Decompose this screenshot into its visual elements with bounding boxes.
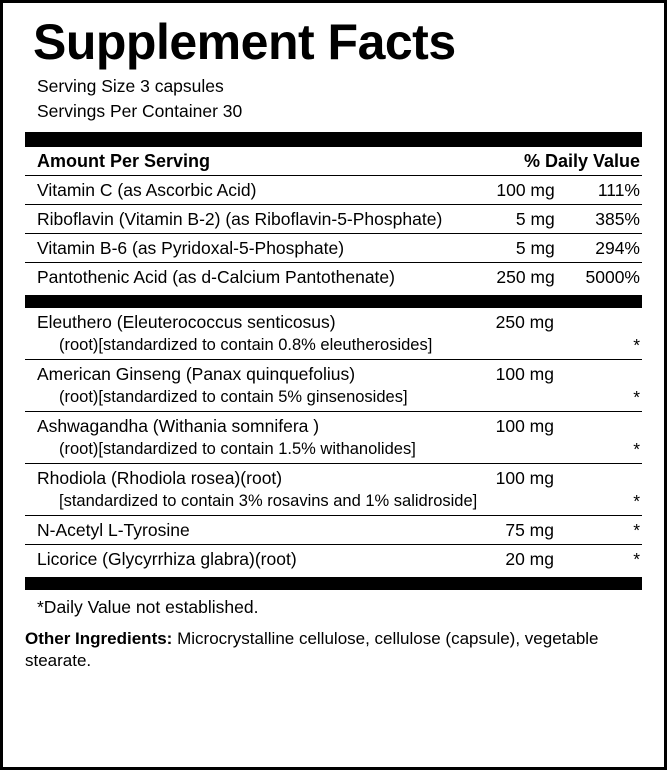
- nutrient-amount: 5 mg: [515, 208, 555, 229]
- table-row: [25, 515, 642, 544]
- table-row: [25, 544, 642, 573]
- table-row: [25, 233, 642, 262]
- nutrient-name: Riboflavin (Vitamin B-2) (as Riboflavin-5-Phosphate): [37, 208, 443, 229]
- nutrient-name: Pantothenic Acid (as d-Calcium Pantothenate): [37, 266, 395, 287]
- nutrient-amount: 250 mg: [496, 266, 555, 287]
- ingredient-detail: [standardized to contain 3% rosavins and 1% salidroside]: [59, 491, 478, 510]
- ingredient-dv: *: [633, 386, 640, 407]
- nutrient-name: Vitamin C (as Ascorbic Acid): [37, 179, 257, 200]
- page-title: Supplement Facts: [33, 14, 456, 70]
- header-amount-per-serving: Amount Per Serving: [37, 150, 211, 171]
- table-row: [25, 262, 642, 291]
- ingredient-dv: *: [633, 519, 640, 540]
- nutrient-dv: 294%: [595, 237, 640, 258]
- header-daily-value: % Daily Value: [523, 150, 640, 171]
- table-row: [25, 359, 642, 388]
- ingredient-amount: 100 mg: [495, 415, 554, 436]
- divider-thick-top: [25, 132, 642, 147]
- ingredient-dv: *: [633, 438, 640, 459]
- table-row: [25, 204, 642, 233]
- nutrient-dv: 111%: [597, 179, 640, 200]
- serving-size: Serving Size 3 capsules: [37, 76, 224, 96]
- daily-value-footnote: *Daily Value not established.: [37, 596, 259, 617]
- ingredient-name: N-Acetyl L-Tyrosine: [37, 519, 190, 540]
- ingredient-detail: (root)[standardized to contain 0.8% eleutherosides]: [59, 335, 433, 354]
- table-subrow: [25, 388, 642, 411]
- other-ingredients-text: Microcrystalline cellulose, cellulose (capsule), vegetable stearate.: [25, 628, 599, 670]
- table-header-row: [25, 147, 642, 175]
- ingredient-amount: 250 mg: [495, 311, 554, 332]
- ingredient-detail: (root)[standardized to contain 5% ginsenosides]: [59, 387, 408, 406]
- nutrient-dv: 385%: [595, 208, 640, 229]
- table-row: [25, 463, 642, 492]
- herbs-table: [25, 308, 642, 573]
- ingredient-amount: 100 mg: [495, 467, 554, 488]
- ingredient-amount: 20 mg: [505, 548, 554, 569]
- ingredient-amount: 75 mg: [505, 519, 554, 540]
- nutrient-amount: 100 mg: [496, 179, 555, 200]
- nutrient-name: Vitamin B-6 (as Pyridoxal-5-Phosphate): [37, 237, 345, 258]
- table-subrow: [25, 492, 642, 515]
- ingredient-dv: *: [633, 490, 640, 511]
- table-subrow: [25, 336, 642, 359]
- table-row: [25, 175, 642, 204]
- other-ingredients-label: Other Ingredients:: [25, 628, 173, 648]
- divider-thick-bottom: [25, 577, 642, 590]
- nutrient-dv: 5000%: [585, 266, 640, 287]
- ingredient-name: Eleuthero (Eleuterococcus senticosus): [37, 311, 336, 332]
- other-ingredients: [25, 628, 642, 672]
- servings-per-container: Servings Per Container 30: [37, 101, 243, 122]
- ingredient-detail: (root)[standardized to contain 1.5% withanolides]: [59, 439, 416, 458]
- nutrient-amount: 5 mg: [515, 237, 555, 258]
- ingredient-dv: *: [633, 548, 640, 569]
- ingredient-name: Ashwagandha (Withania somnifera ): [37, 415, 320, 436]
- table-row: [25, 411, 642, 440]
- ingredient-name: Rhodiola (Rhodiola rosea)(root): [37, 467, 283, 488]
- table-subrow: [25, 440, 642, 463]
- nutrition-table: [25, 147, 642, 291]
- ingredient-name: American Ginseng (Panax quinquefolius): [37, 363, 356, 384]
- ingredient-amount: 100 mg: [495, 363, 554, 384]
- divider-thick-middle: [25, 295, 642, 308]
- table-row: [25, 308, 642, 336]
- ingredient-dv: *: [633, 334, 640, 355]
- ingredient-name: Licorice (Glycyrrhiza glabra)(root): [37, 548, 297, 569]
